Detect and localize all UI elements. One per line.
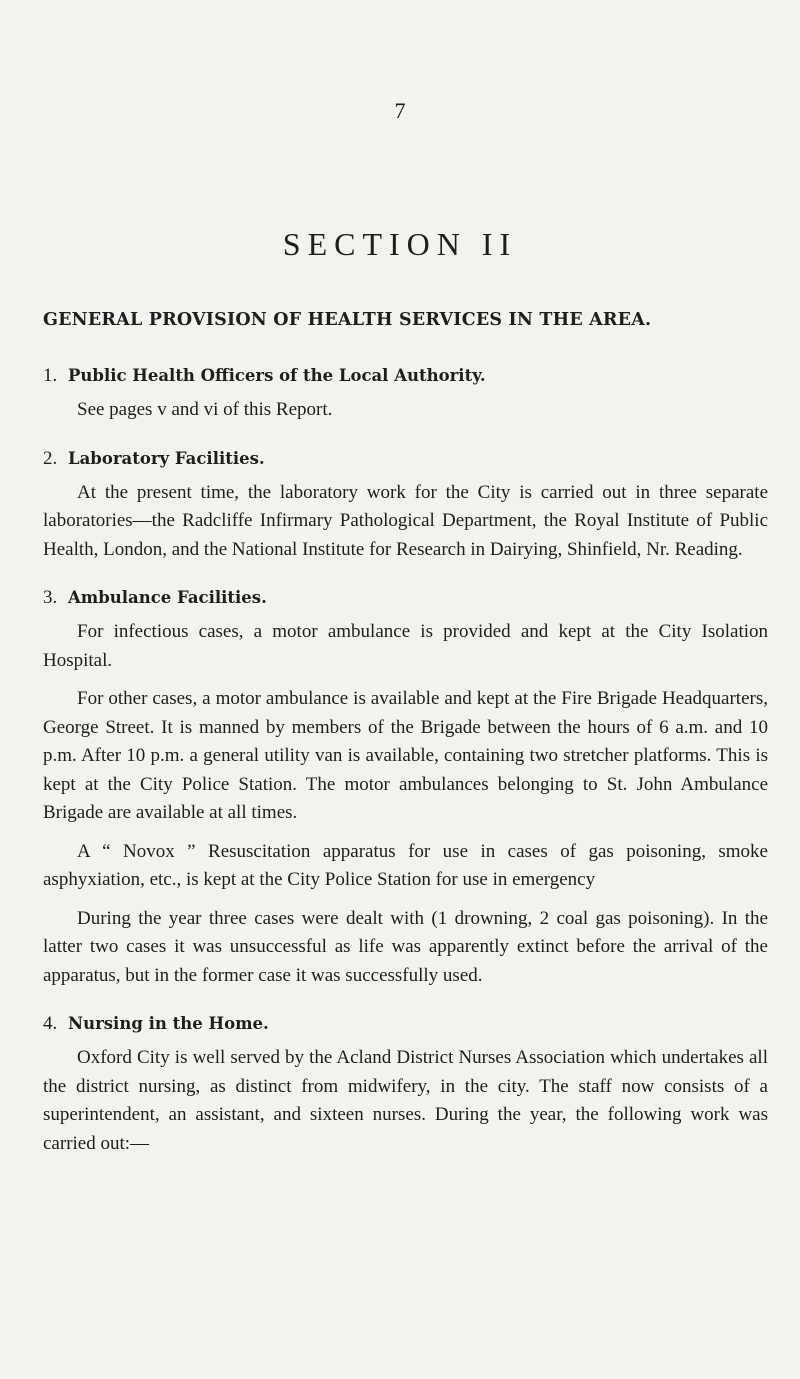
section-heading (43, 445, 768, 473)
section-public-health-officers (43, 362, 768, 425)
section-number: 2. (43, 447, 58, 469)
section-title-text: Ambulance Facilities. (68, 588, 267, 607)
section-title: SECTION II (282, 226, 518, 262)
section-ambulance-facilities (43, 584, 768, 990)
paragraph: During the year three cases were dealt with (1 drowning, 2 coal gas poisoning). In the latter two cases it was unsuccessful as life was apparently extinct before the arrival of the apparatus, but in the former case it was successfully used. (43, 907, 768, 986)
paragraph: At the present time, the laboratory work for the City is carried out in three separate laboratories—the Radcliffe Infirmary Pathological Department, the Royal Institute of Public Health, London, and the National Institute for Research in Dairying, Shinfield, Nr. Reading. (43, 481, 768, 560)
paragraph: Oxford City is well served by the Acland District Nurses Association which undertakes all the district nursing, as distinct from midwifery, in the city. The staff now consists of a superintendent, an assistant, and sixteen nurses. During the year, the following work was carried out:— (43, 1047, 768, 1154)
section-number: 1. (43, 365, 58, 386)
section-title-text: Nursing in the Home. (68, 1014, 269, 1033)
paragraph: A “ Novox ” Resuscitation apparatus for use in cases of gas poisoning, smoke asphyxiation, etc., is kept at the City Police Station for use in emergency (43, 840, 768, 890)
section-laboratory-facilities (43, 445, 768, 565)
section-title-text: Laboratory Facilities. (68, 448, 265, 468)
paragraph: For other cases, a motor ambulance is available and kept at the Fire Brigade Headquarters, George Street. It is manned by members of the Brigade between the hours of 6 a.m. and 10 p.m. After 10 p.m. a general utility van is available, containing two stretcher platforms. This is kept at the City Police Station. The motor ambulances belonging to St. John Ambulance Brigade are available at all times. (43, 688, 768, 823)
document-body (43, 362, 768, 1178)
section-heading (43, 1010, 768, 1038)
section-number: 4. (43, 1013, 58, 1034)
page-number: 7 (394, 98, 406, 123)
section-number: 3. (43, 587, 58, 608)
main-heading: GENERAL PROVISION OF HEALTH SERVICES IN THE AREA. (43, 310, 652, 330)
paragraph: See pages v and vi of this Report. (77, 399, 333, 420)
section-title-text: Public Health Officers of the Local Authority. (68, 366, 486, 385)
section-heading (43, 362, 768, 390)
paragraph: For infectious cases, a motor ambulance is provided and kept at the City Isolation Hospital. (43, 621, 768, 671)
section-heading (43, 584, 768, 612)
section-nursing-in-the-home (43, 1010, 768, 1158)
